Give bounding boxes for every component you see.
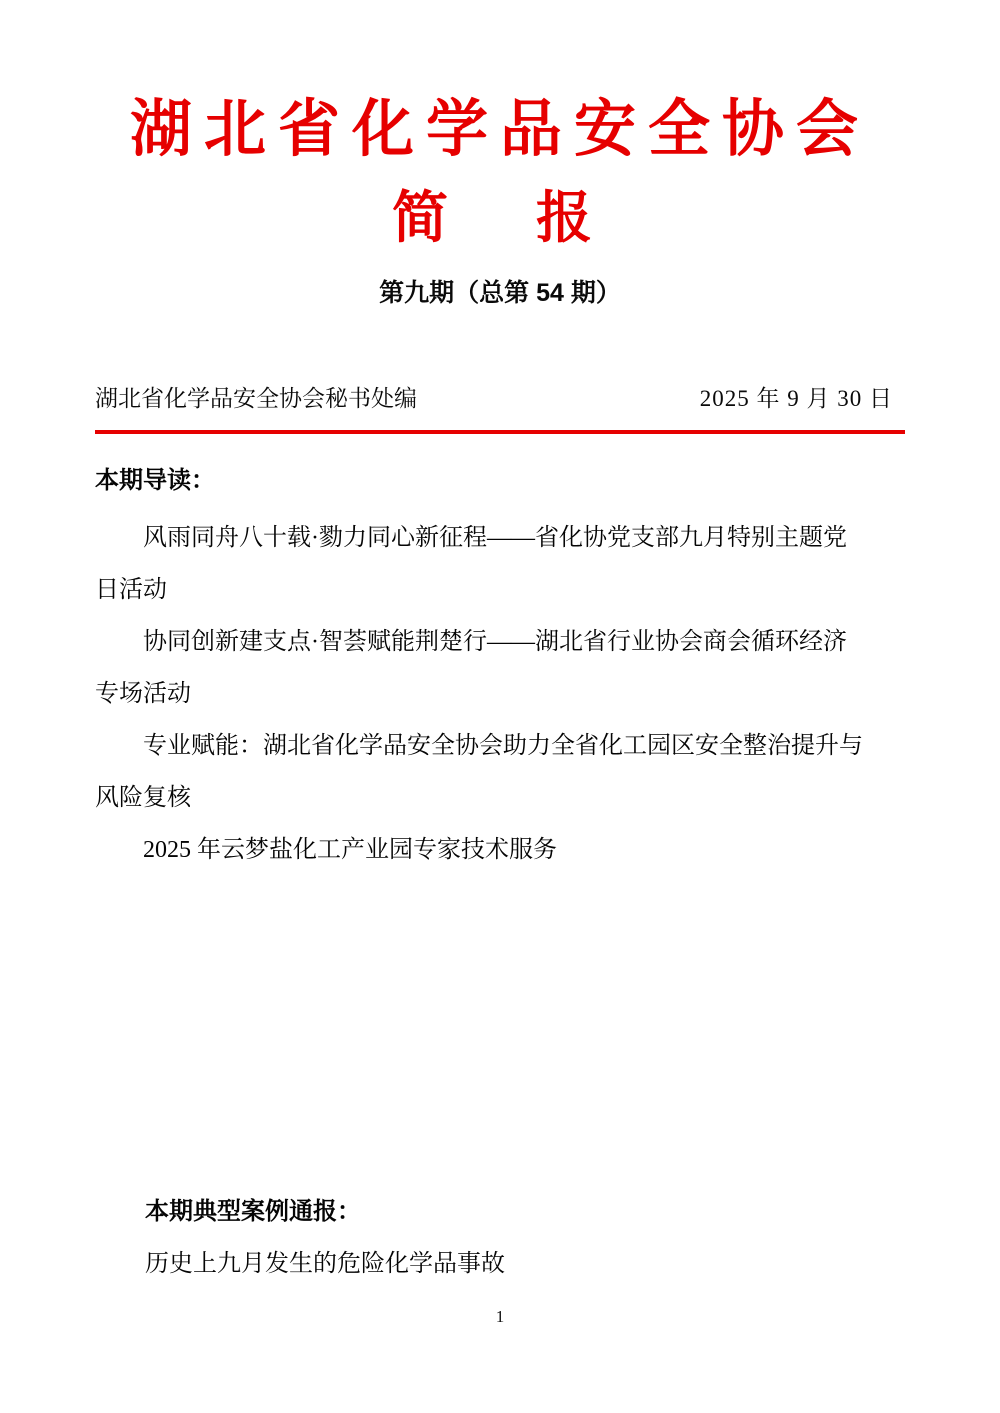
lead-section-heading: 本期导读： — [95, 467, 215, 494]
bulletin-title: 简 报 — [392, 188, 608, 250]
cases-item: 历史上九月发生的危险化学品事故 — [145, 1251, 505, 1277]
cases-section-heading: 本期典型案例通报： — [145, 1198, 361, 1225]
divider-rule — [95, 430, 905, 434]
issue-number: 第九期（总第 54 期） — [379, 279, 621, 307]
lead-item-line: 专场活动 — [95, 681, 191, 707]
lead-item-line: 风雨同舟八十载·勠力同心新征程——省化协党支部九月特别主题党 — [143, 525, 847, 551]
lead-item-line: 协同创新建支点·智荟赋能荆楚行——湖北省行业协会商会循环经济 — [143, 629, 847, 655]
lead-item-line: 日活动 — [95, 577, 167, 603]
editor-credit: 湖北省化学品安全协会秘书处编 — [95, 386, 417, 411]
page-number: 1 — [495, 1307, 505, 1326]
lead-item-line: 专业赋能：湖北省化学品安全协会助力全省化工园区安全整治提升与 — [143, 733, 863, 759]
publish-date: 2025 年 9 月 30 日 — [699, 386, 893, 411]
lead-item-list — [95, 512, 905, 876]
lead-item-line: 风险复核 — [95, 785, 191, 811]
lead-item-line: 2025 年云梦盐化工产业园专家技术服务 — [143, 837, 557, 863]
meta-row — [95, 380, 905, 413]
organization-title: 湖北省化学品安全协会 — [129, 96, 870, 164]
